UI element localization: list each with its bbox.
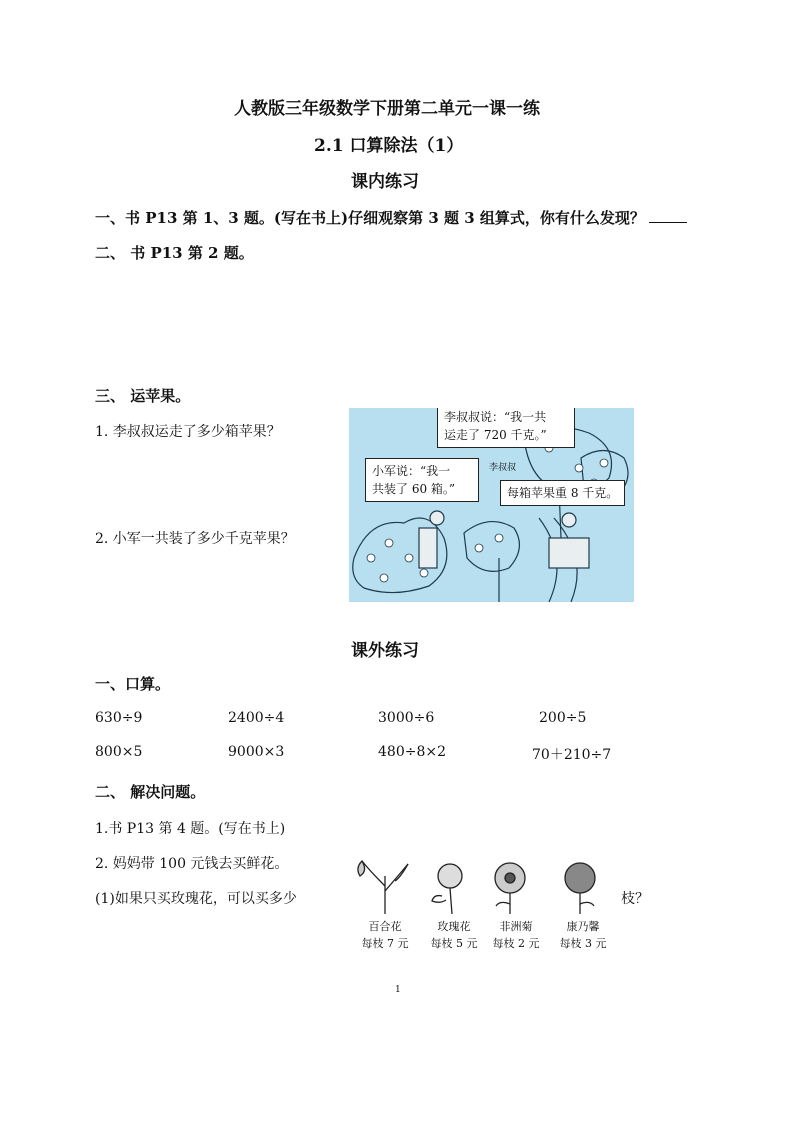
page-number: 1 <box>395 985 401 995</box>
page-subtitle: 2.1 口算除法（1） <box>314 136 464 156</box>
solve-1: 1.书 P13 第 4 题。(写在书上) <box>95 821 286 837</box>
solve-2-1-end: 枝？ <box>621 891 649 907</box>
section-in-class: 课内练习 <box>351 172 419 192</box>
flower-name: 玫瑰花 <box>437 920 471 933</box>
bubble-xj-line2: 共装了 60 箱。” <box>372 482 456 496</box>
rose-icon <box>432 864 462 914</box>
question-2: 二、 书 P13 第 2 题。 <box>95 244 254 262</box>
bubble-li-line2: 运走了 720 千克。” <box>444 428 547 442</box>
solve-2: 2. 妈妈带 100 元钱去买鲜花。 <box>95 856 289 872</box>
sign-text: 李叔叔 <box>489 463 517 473</box>
flower-price: 每枝 5 元 <box>430 937 478 950</box>
page-title: 人教版三年级数学下册第二单元一课一练 <box>234 99 540 119</box>
flower-name: 百合花 <box>368 920 402 933</box>
section-out-class: 课外练习 <box>351 641 419 661</box>
flower-price: 每枝 2 元 <box>492 937 540 950</box>
oral-problem: 70＋210÷7 <box>532 747 612 763</box>
flower-label-carnation <box>553 918 613 952</box>
solve-2-1: (1)如果只买玫瑰花，可以买多少 <box>95 891 297 907</box>
bubble-li-line1: 李叔叔说：“我一共 <box>444 410 547 424</box>
oral-problem: 3000÷6 <box>378 710 435 726</box>
flower-price: 每枝 3 元 <box>559 937 607 950</box>
speech-bubble-li <box>437 408 575 448</box>
oral-problem: 480÷8×2 <box>378 744 446 760</box>
oral-problem: 630÷9 <box>95 710 143 726</box>
flower-name: 非洲菊 <box>499 920 533 933</box>
speech-bubble-box-weight: 每箱苹果重 8 千克。 <box>500 480 625 506</box>
question-1 <box>95 207 687 228</box>
bubble-xj-line1: 小军说：“我一 <box>372 464 451 478</box>
solve-heading: 二、 解决问题。 <box>95 783 206 801</box>
question-1-text: 一、书 P13 第 1、3 题。(写在书上)仔细观察第 3 题 3 组算式，你有什么发现？ <box>95 209 645 227</box>
oral-problem: 2400÷4 <box>228 710 285 726</box>
apple-orchard-picture <box>349 408 634 602</box>
flowers-illustration <box>350 856 620 916</box>
oral-heading: 一、口算。 <box>95 675 171 693</box>
oral-problem: 9000×3 <box>228 744 285 760</box>
question-3-1: 1. 李叔叔运走了多少箱苹果？ <box>95 424 281 440</box>
oral-problem: 200÷5 <box>539 710 587 726</box>
flower-price: 每枝 7 元 <box>361 937 409 950</box>
flower-name: 康乃馨 <box>566 920 600 933</box>
lily-icon <box>358 861 408 914</box>
gerbera-icon <box>495 863 525 914</box>
question-3: 三、 运苹果。 <box>95 387 191 405</box>
flower-label-lily <box>355 918 415 952</box>
flower-label-gerbera <box>486 918 546 952</box>
answer-blank[interactable] <box>649 210 687 223</box>
oral-problem: 800×5 <box>95 744 143 760</box>
question-3-2: 2. 小军一共装了多少千克苹果？ <box>95 531 295 547</box>
flower-label-rose <box>424 918 484 952</box>
carnation-icon <box>565 863 595 914</box>
speech-bubble-xiaojun <box>365 458 479 502</box>
